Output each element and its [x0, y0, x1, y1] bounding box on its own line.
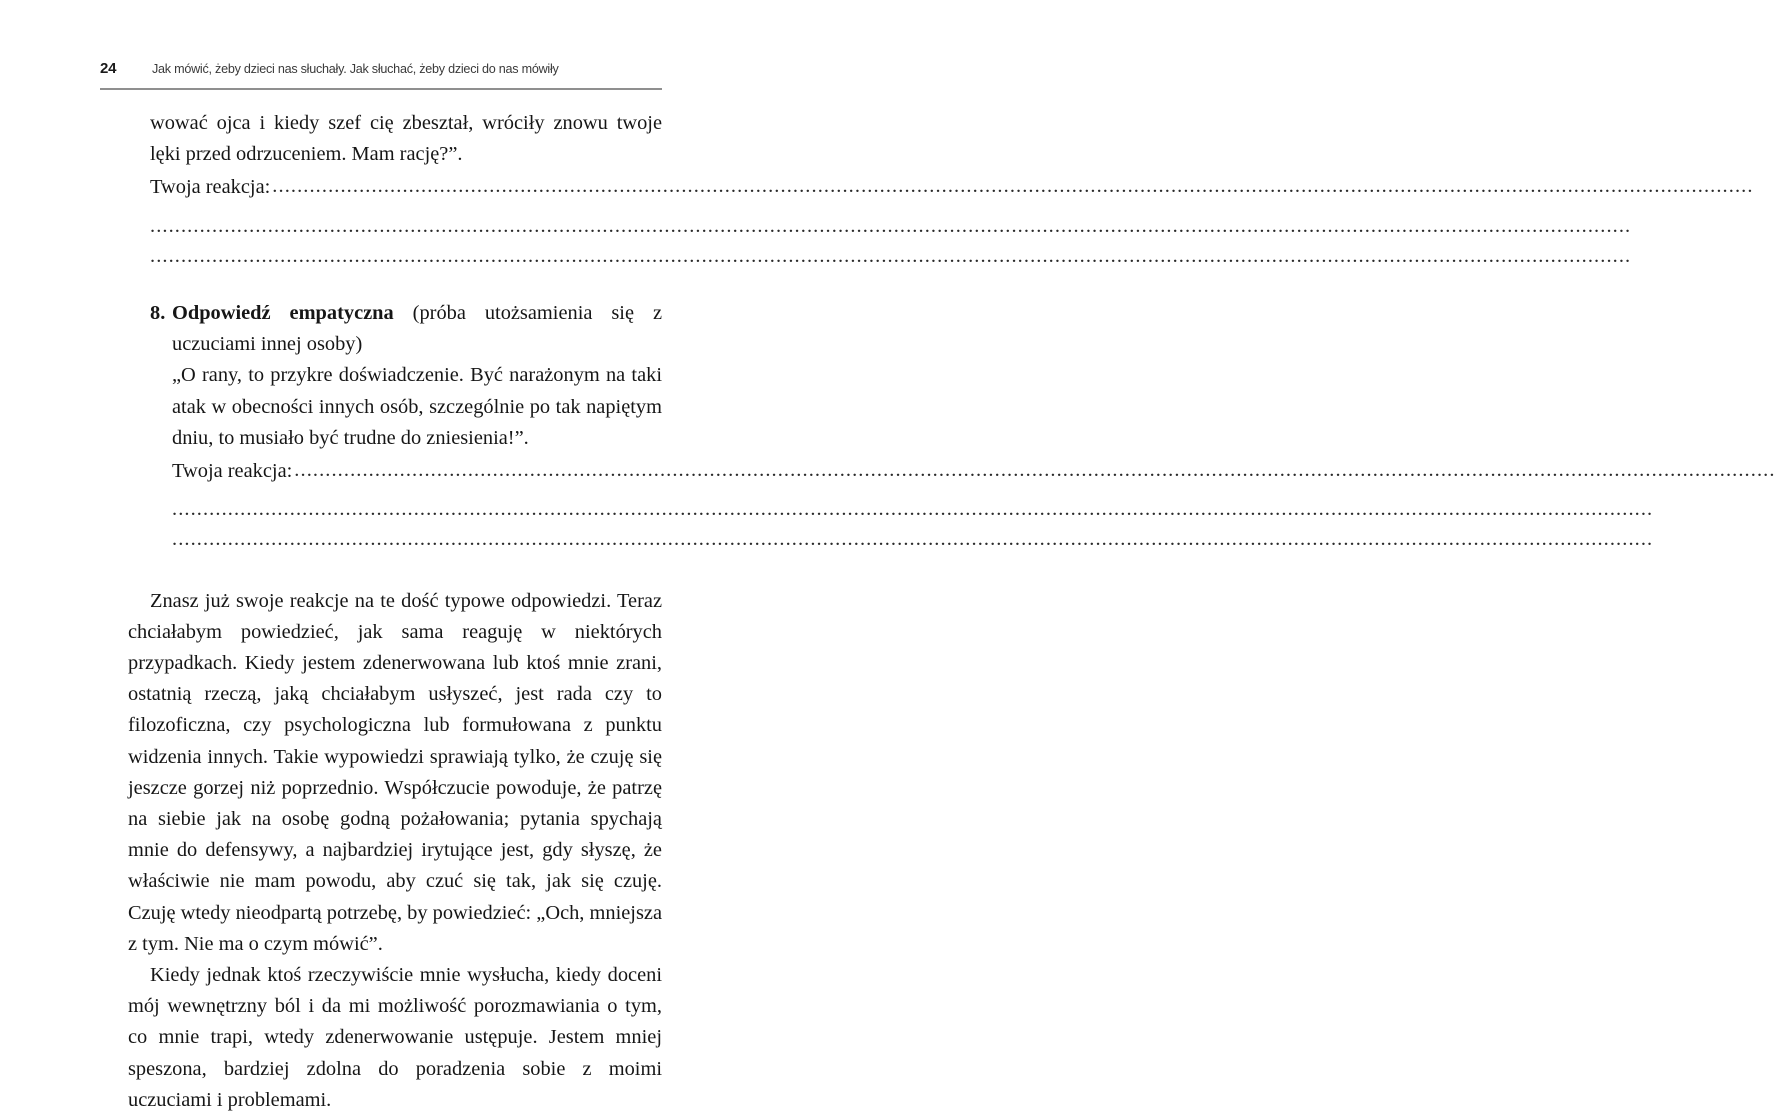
page-number: 24 [100, 60, 117, 77]
continued-paragraph: wować ojca i kiedy szef cię zbeształ, wróciły znowu twoje lęki przed odrzuceniem. Mam rację?”. [150, 112, 662, 166]
dot-leader: ............................................................................................................................................................................................................................................... [272, 175, 1754, 198]
block-spacer [128, 556, 662, 586]
running-head-title: Jak mówić, żeby dzieci nas słuchały. Jak słuchać, żeby dzieci do nas mówiły [152, 62, 559, 76]
answer-line-1[interactable] [150, 172, 1754, 203]
body-paragraph-2: Kiedy jednak ktoś rzeczywiście mnie wysłucha, kiedy doceni mój wewnętrzny ból i da mi możliwość porozmawiania o tym, co mnie trapi, wtedy zdenerwowanie ustępuje. Jestem mniej speszona, bardziej zdolna do poradzenia sobie z moimi uczuciami i problemami. [128, 964, 662, 1111]
answer-line-3[interactable]: ............................................................................................................................................................................................................................................... [172, 528, 1654, 551]
answer-lines-group-1 [150, 172, 1754, 272]
answer-line-1[interactable] [172, 456, 1776, 487]
dot-leader: ............................................................................................................................................................................................................................................... [294, 459, 1776, 481]
answer-lines-group-2 [172, 456, 1776, 556]
list-item-8 [150, 298, 1776, 556]
running-head [100, 60, 662, 88]
answer-label: Twoja reakcja: [150, 176, 271, 199]
answer-line-2[interactable]: ............................................................................................................................................................................................................................................... [172, 498, 1654, 521]
list-item-title: Odpowiedź empatyczna [172, 301, 394, 324]
list-item-heading [150, 298, 663, 360]
text-column [128, 108, 1776, 1116]
list-item-number: 8. [150, 301, 166, 324]
list-item-description: (próba utożsamienia się z uczuciami innej osoby) [172, 301, 663, 356]
body-paragraph-1: Znasz już swoje reakcje na te dość typowe odpowiedzi. Teraz chciałabym powiedzieć, jak sama reaguję w niektórych przypadkach. Kiedy jestem zdenerwowana lub ktoś mnie zrani, ostatnią rzeczą, jaką chciałabym usłyszeć, jest rada czy to filozoficzna, czy psychologiczna lub formułowana z punktu widzenia innych. Takie wypowiedzi sprawiają tylko, że czuję się jeszcze gorzej niż poprzednio. Współczucie powoduje, że patrzę na siebie jak na osobę godną pożałowania; pytania spychają mnie do defensywy, a najbardziej irytujące jest, gdy słyszę, że właściwie nie mam powodu, aby czuć się tak, jak się czuję. Czuję wtedy nieodpartą potrzebę, by powiedzieć: „Och, mniejsza z tym. Nie ma o czym mówić”. [128, 589, 662, 955]
answer-line-3[interactable]: ............................................................................................................................................................................................................................................... [150, 244, 1632, 267]
list-item-quote: „O rany, to przykre doświadczenie. Być narażonym na taki atak w obecności innych osób, szczególnie po tak napiętym dniu, to musiało być trudne do zniesienia!”. [172, 364, 662, 449]
answer-line-2[interactable]: ............................................................................................................................................................................................................................................... [150, 214, 1632, 237]
answer-label: Twoja reakcja: [172, 460, 293, 482]
header-divider [100, 88, 662, 90]
exercise-block [150, 108, 1776, 556]
